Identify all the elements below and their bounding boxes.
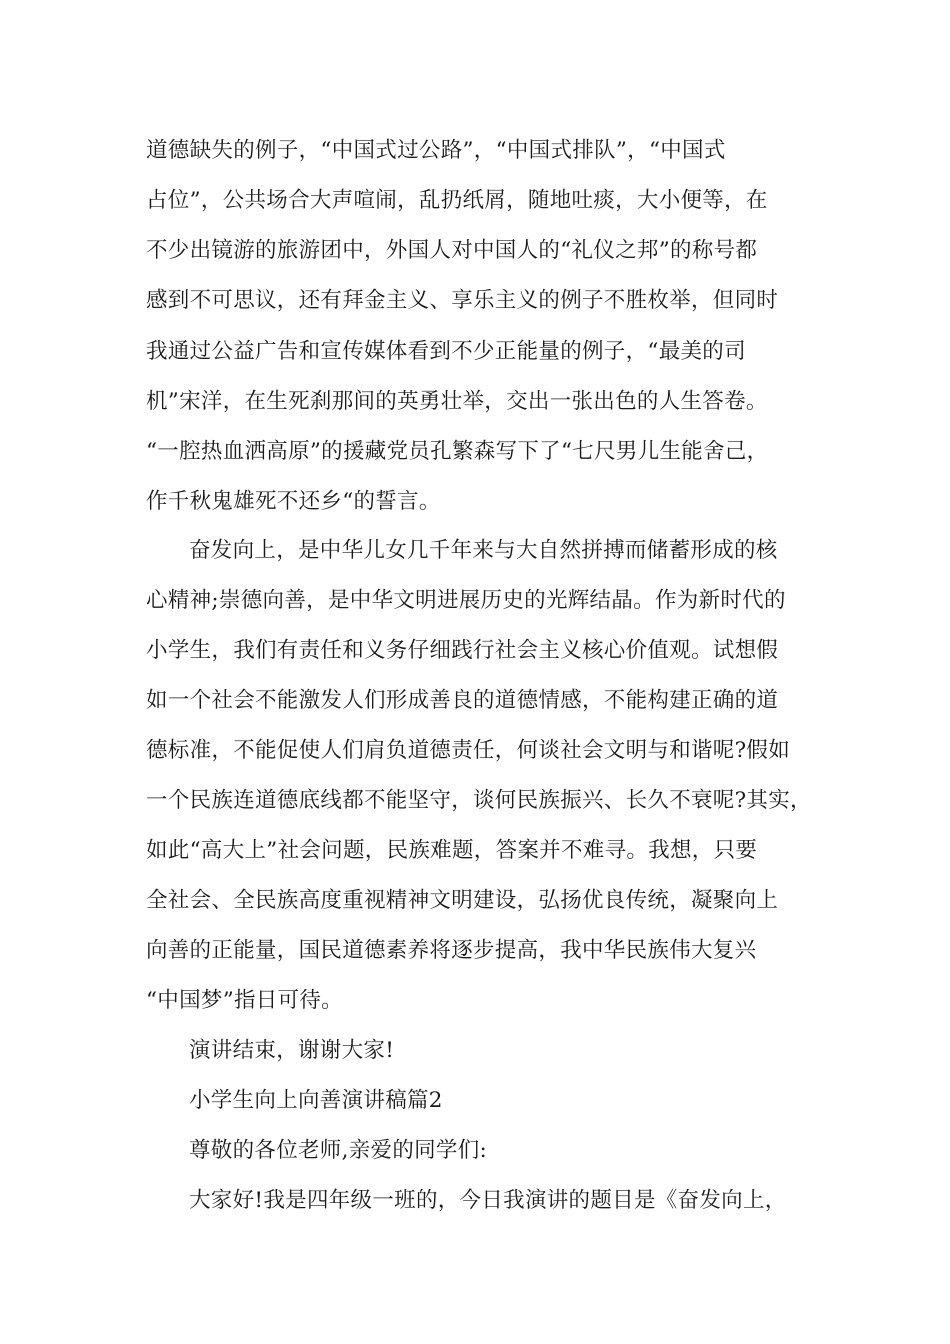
text-line: 小学生，我们有责任和义务仔细践行社会主义核心价值观。试想假 <box>146 638 779 663</box>
text-line: 占位”，公共场合大声喧闹，乱扔纸屑，随地吐痰，大小便等，在 <box>146 188 768 213</box>
text-line: 如此“高大上”社会问题，民族难题，答案并不难寻。我想，只要 <box>146 838 758 863</box>
text-line: 德标准，不能促使人们肩负道德责任，何谈社会文明与和谐呢?假如 <box>146 738 791 763</box>
paragraph-first-line: 奋发向上，是中华儿女几千年来与大自然拼搏而储蓄形成的核 <box>189 538 778 563</box>
text-line: 如一个社会不能激发人们形成善良的道德情感，不能构建正确的道 <box>146 688 779 713</box>
text-line: 心精神;崇德向善，是中华文明进展历史的光辉结晶。作为新时代的 <box>146 588 786 613</box>
section-title: 小学生向上向善演讲稿篇2 <box>189 1088 443 1113</box>
text-line: “中国梦”指日可待。 <box>146 988 343 1013</box>
text-line: 机”宋洋，在生死刹那间的英勇壮举，交出一张出色的人生答卷。 <box>146 389 768 414</box>
text-line: 感到不可思议，还有拜金主义、享乐主义的例子不胜枚举，但同时 <box>146 288 779 313</box>
text-line: 作千秋鬼雄死不还乡“的誓言。 <box>146 489 441 514</box>
salutation-line: 尊敬的各位老师,亲爱的同学们: <box>189 1138 488 1163</box>
closing-line: 演讲结束，谢谢大家! <box>189 1038 395 1063</box>
text-line: 全社会、全民族高度重视精神文明建设，弘扬优良传统，凝聚向上 <box>146 888 779 913</box>
text-line: 我通过公益广告和宣传媒体看到不少正能量的例子，“最美的司 <box>146 339 746 364</box>
text-line: 向善的正能量，国民道德素养将逐步提高，我中华民族伟大复兴 <box>146 938 757 963</box>
text-line: “一腔热血洒高原”的援藏党员孔繁森写下了“七尺男儿生能舍己， <box>146 439 769 464</box>
text-line: 道德缺失的例子，“中国式过公路”，“中国式排队”，“中国式 <box>146 138 726 163</box>
text-line: 一个民族连道德底线都不能坚守，谈何民族振兴、长久不衰呢?其实， <box>146 788 812 813</box>
text-line: 不少出镜游的旅游团中，外国人对中国人的“礼仪之邦”的称号都 <box>146 238 758 263</box>
paragraph-first-line: 大家好!我是四年级一班的，今日我演讲的题目是《奋发向上， <box>189 1188 787 1213</box>
